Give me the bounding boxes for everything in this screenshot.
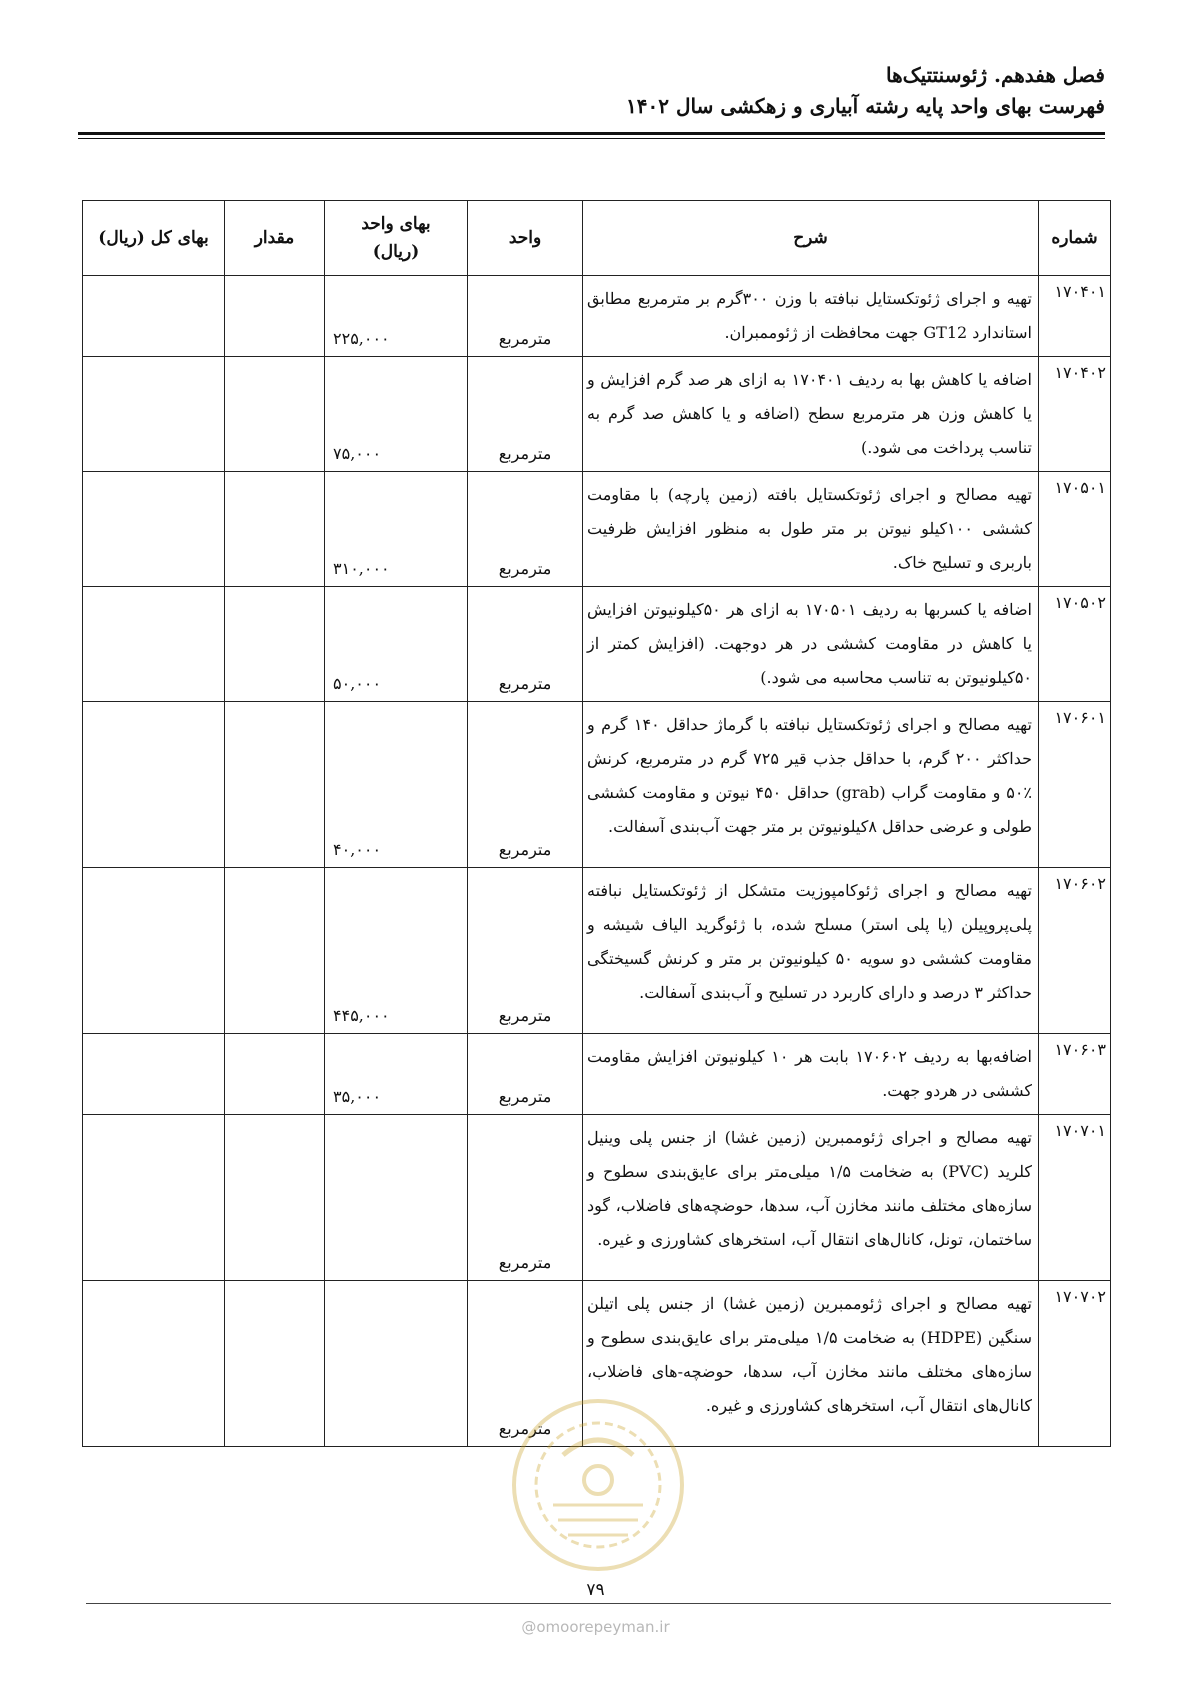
item-total-price — [83, 1115, 225, 1281]
footer-rule — [86, 1603, 1111, 1604]
item-unit: مترمربع — [468, 1034, 583, 1115]
table-body — [83, 276, 1111, 1447]
item-unit: مترمربع — [468, 357, 583, 472]
item-unit-price — [325, 1115, 468, 1281]
item-total-price — [83, 357, 225, 472]
item-description: تهیه مصالح و اجرای ژئوتکستایل نبافته با گرماژ حداقل ۱۴۰ گرم و حداکثر ۲۰۰ گرم، با حداقل جذب قیر ۷۲۵ گرم در مترمربع، کرنش ٪۵۰ و مقاومت گراب (grab) حداقل ۴۵۰ نیوتن و مقاومت کششی طولی و عرضی حداقل ۸کیلونیوتن بر متر جهت آب‌بندی آسفالت. — [583, 702, 1039, 868]
item-description: تهیه مصالح و اجرای ژئوممبرین (زمین غشا) از جنس پلی وینیل کلرید (PVC) به ضخامت ۱/۵ میلی‌متر برای عایق‌بندی سطوح و سازه‌های مختلف مانند مخازن آب، سدها، حوضچه‌های فاضلاب، گود ساختمان، تونل، کانال‌های انتقال آب، استخرهای کشاورزی و غیره. — [583, 1115, 1039, 1281]
table-row — [83, 702, 1111, 868]
item-quantity — [225, 868, 325, 1034]
item-description: تهیه مصالح و اجرای ژئوممبرین (زمین غشا) از جنس پلی اتیلن سنگین (HDPE) به ضخامت ۱/۵ میلی‌متر برای عایق‌بندی سطوح و سازه‌های مختلف مانند مخازن آب، سدها، حوضچه-های فاضلاب، کانال‌های انتقال آب، استخرهای کشاورزی و غیره. — [583, 1281, 1039, 1447]
item-code: ۱۷۰۶۰۳ — [1039, 1034, 1111, 1115]
item-unit: مترمربع — [468, 1115, 583, 1281]
column-header-quantity: مقدار — [225, 201, 325, 276]
item-description: اضافه‌بها به ردیف ۱۷۰۶۰۲ بابت هر ۱۰ کیلونیوتن افزایش مقاومت کششی در هردو جهت. — [583, 1034, 1039, 1115]
column-header-unit: واحد — [468, 201, 583, 276]
item-description: تهیه و اجرای ژئوتکستایل نبافته با وزن ۳۰۰گرم بر مترمربع مطابق استاندارد GT12 جهت محافظت از ژئوممبران. — [583, 276, 1039, 357]
item-unit: مترمربع — [468, 587, 583, 702]
page-number: ۷۹ — [586, 1580, 605, 1600]
item-code: ۱۷۰۵۰۲ — [1039, 587, 1111, 702]
footer-credit: @omoorepeyman.ir — [521, 1618, 670, 1636]
item-unit-price: ۵۰,۰۰۰ — [325, 587, 468, 702]
item-unit-price: ۳۱۰,۰۰۰ — [325, 472, 468, 587]
item-quantity — [225, 1034, 325, 1115]
chapter-title: فصل هفدهم. ژئوسنتتیک‌ها — [886, 63, 1105, 87]
item-total-price — [83, 472, 225, 587]
table-row — [83, 868, 1111, 1034]
item-quantity — [225, 472, 325, 587]
page-header — [78, 60, 1105, 122]
column-header-unit-price — [325, 201, 468, 276]
column-header-description: شرح — [583, 201, 1039, 276]
item-code: ۱۷۰۴۰۱ — [1039, 276, 1111, 357]
item-unit-price: ۳۵,۰۰۰ — [325, 1034, 468, 1115]
item-unit-price: ۴۰,۰۰۰ — [325, 702, 468, 868]
column-header-total-price: بهای کل (ریال) — [83, 201, 225, 276]
item-unit-price: ۴۴۵,۰۰۰ — [325, 868, 468, 1034]
item-code: ۱۷۰۶۰۱ — [1039, 702, 1111, 868]
item-unit-price — [325, 1281, 468, 1447]
unit-price-header-line2: (ریال) — [372, 242, 420, 262]
item-quantity — [225, 1281, 325, 1447]
item-unit: مترمربع — [468, 868, 583, 1034]
item-unit: مترمربع — [468, 1281, 583, 1447]
document-subtitle: فهرست بهای واحد پایه رشته آبیاری و زهکشی سال ۱۴۰۲ — [626, 94, 1105, 118]
item-description: تهیه مصالح و اجرای ژئوکامپوزیت متشکل از ژئوتکستایل نبافته پلی‌پروپیلن (یا پلی استر) مسلح شده، با ژئوگرید الیاف شیشه و مقاومت کششی دو سویه ۵۰ کیلونیوتن بر متر و کرنش گسیختگی حداکثر ۳ درصد و دارای کاربرد در تسلیح و آب‌بندی آسفالت. — [583, 868, 1039, 1034]
unit-price-header-line1: بهای واحد — [361, 214, 431, 234]
item-total-price — [83, 1281, 225, 1447]
column-header-code: شماره — [1039, 201, 1111, 276]
item-total-price — [83, 702, 225, 868]
item-total-price — [83, 868, 225, 1034]
table-row — [83, 1034, 1111, 1115]
item-code: ۱۷۰۶۰۲ — [1039, 868, 1111, 1034]
item-code: ۱۷۰۷۰۲ — [1039, 1281, 1111, 1447]
item-unit: مترمربع — [468, 472, 583, 587]
item-code: ۱۷۰۵۰۱ — [1039, 472, 1111, 587]
item-unit-price: ۲۲۵,۰۰۰ — [325, 276, 468, 357]
item-code: ۱۷۰۴۰۲ — [1039, 357, 1111, 472]
table-row — [83, 1115, 1111, 1281]
table-header-row — [83, 201, 1111, 276]
item-quantity — [225, 1115, 325, 1281]
item-description: تهیه مصالح و اجرای ژئوتکستایل بافته (زمین پارچه) با مقاومت کششی ۱۰۰کیلو نیوتن بر متر طول به منظور افزایش ظرفیت باربری و تسلیح خاک. — [583, 472, 1039, 587]
table-row — [83, 357, 1111, 472]
item-quantity — [225, 702, 325, 868]
table-row — [83, 472, 1111, 587]
table-row — [83, 276, 1111, 357]
item-total-price — [83, 587, 225, 702]
header-rule-thick — [78, 132, 1105, 135]
item-quantity — [225, 357, 325, 472]
item-description: اضافه یا کسربها به ردیف ۱۷۰۵۰۱ به ازای هر ۵۰کیلونیوتن افزایش یا کاهش در مقاومت کششی در هر دوجهت. (افزایش کمتر از ۵۰کیلونیوتن به تناسب محاسبه می شود.) — [583, 587, 1039, 702]
item-code: ۱۷۰۷۰۱ — [1039, 1115, 1111, 1281]
item-unit: مترمربع — [468, 702, 583, 868]
header-rule-thin — [78, 138, 1105, 139]
item-unit-price: ۷۵,۰۰۰ — [325, 357, 468, 472]
price-list-table — [82, 200, 1111, 1447]
item-total-price — [83, 276, 225, 357]
table-row — [83, 587, 1111, 702]
item-quantity — [225, 276, 325, 357]
omoor-peyman-seal-icon — [508, 1395, 688, 1575]
item-total-price — [83, 1034, 225, 1115]
item-unit: مترمربع — [468, 276, 583, 357]
item-quantity — [225, 587, 325, 702]
item-description: اضافه یا کاهش بها به ردیف ۱۷۰۴۰۱ به ازای هر صد گرم افزایش و یا کاهش وزن هر مترمربع سطح (اضافه و یا کاهش صد گرم به تناسب پرداخت می شود.) — [583, 357, 1039, 472]
